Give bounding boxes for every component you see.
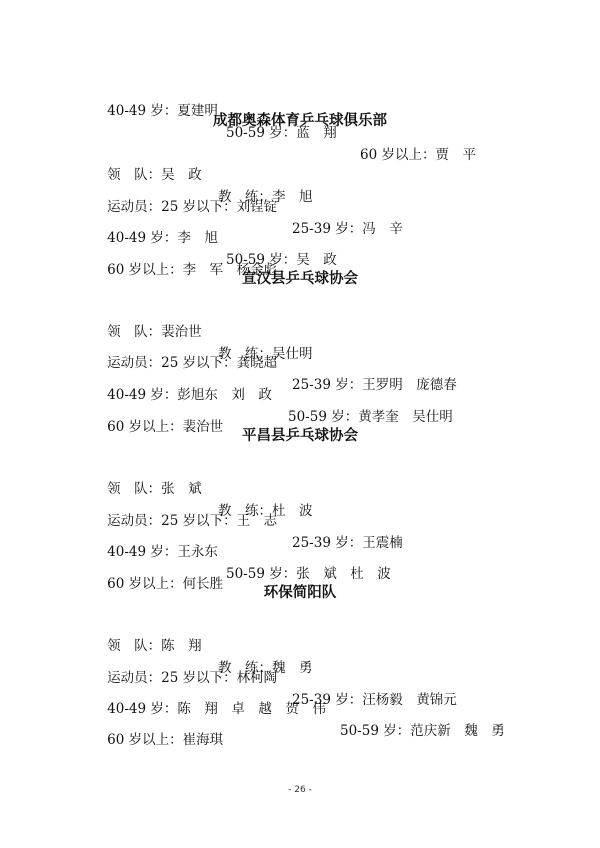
roster-entry: 60 岁以上：崔海琪 bbox=[107, 732, 224, 748]
roster-line bbox=[90, 613, 313, 676]
page-number: - 26 - bbox=[288, 785, 312, 795]
leader-entry: 领 队：陈 翔 bbox=[107, 638, 202, 654]
leader-entry: 领 队：裴治世 bbox=[107, 324, 202, 340]
coach-entry: 教 练：李 旭 bbox=[218, 189, 313, 205]
roster-entry: 60 岁以上：贾 平 bbox=[360, 147, 476, 163]
roster-entry: 25-39 岁：汪杨毅 黄锦元 bbox=[292, 692, 457, 708]
roster-entry: 50-59 岁：蓝 翔 bbox=[226, 125, 337, 141]
roster-line bbox=[90, 299, 313, 362]
roster-entry: 25-39 岁：王罗明 庞德春 bbox=[292, 377, 457, 393]
roster-entry: 40-49 岁：彭旭东 刘 政 bbox=[107, 387, 272, 403]
roster-entry: 40-49 岁：夏建明 bbox=[107, 103, 218, 119]
roster-entry: 运动员：25 岁以下：刘锃锭 bbox=[107, 199, 278, 215]
team-title: 宣汉县乒乓球协会 bbox=[242, 271, 358, 287]
roster-entry: 运动员：25 岁以下：林柯陶 bbox=[107, 670, 278, 686]
roster-entry: 50-59 岁：范庆新 魏 勇 bbox=[340, 723, 505, 739]
roster-entry: 50-59 岁：黄孝奎 吴仕明 bbox=[288, 409, 453, 425]
roster-line bbox=[90, 237, 278, 278]
roster-entry: 40-49 岁：王永东 bbox=[107, 544, 218, 560]
roster-line bbox=[90, 456, 313, 519]
roster-entry: 40-49 岁：李 旭 bbox=[107, 230, 218, 246]
coach-entry: 教 练：魏 勇 bbox=[218, 660, 313, 676]
roster-entry: 25-39 岁：冯 辛 bbox=[292, 221, 403, 237]
leader-entry: 领 队：吴 政 bbox=[107, 167, 202, 183]
team-title: 平昌县乒乓球协会 bbox=[242, 428, 358, 444]
roster-line bbox=[90, 394, 224, 435]
team-title: 环保简阳队 bbox=[263, 585, 337, 601]
roster-entry: 60 岁以上：何长胜 bbox=[107, 576, 224, 592]
leader-entry: 领 队：张 斌 bbox=[107, 481, 202, 497]
roster-line bbox=[90, 707, 224, 748]
coach-entry: 教 练：吴仕明 bbox=[218, 346, 313, 362]
roster-entry: 运动员：25 岁以下：王 志 bbox=[107, 513, 278, 529]
roster-line bbox=[90, 142, 313, 205]
roster-entry: 运动员：25 岁以下：龚晓超 bbox=[107, 355, 278, 371]
roster-entry: 60 岁以上：裴治世 bbox=[107, 419, 224, 435]
roster-entry: 25-39 岁：王震楠 bbox=[292, 535, 403, 551]
roster-entry: 50-59 岁：吴 政 bbox=[226, 252, 337, 268]
roster-entry: 40-49 岁：陈 翔 卓 越 贺 伟 bbox=[107, 701, 326, 717]
team-title: 成都奥森体育乒乓球俱乐部 bbox=[213, 113, 387, 129]
roster-entry: 60 岁以上：李 军 杨金彪 bbox=[107, 262, 278, 278]
roster-entry: 50-59 岁：张 斌 杜 波 bbox=[226, 566, 391, 582]
coach-entry: 教 练：杜 波 bbox=[218, 503, 313, 519]
roster-line bbox=[90, 551, 224, 592]
